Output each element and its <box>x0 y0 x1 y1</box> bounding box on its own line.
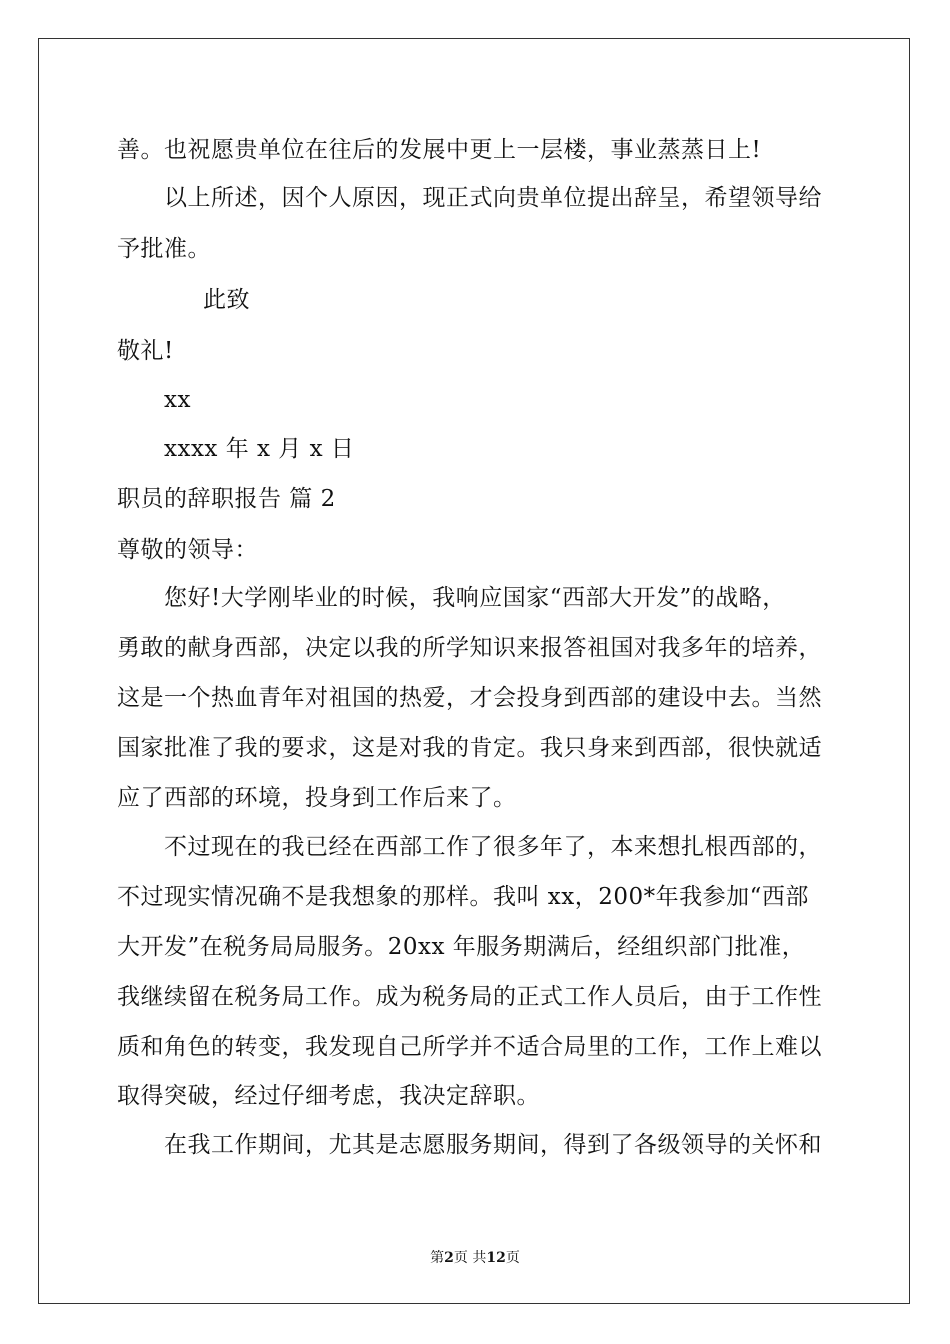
page-border <box>38 38 910 1304</box>
section-title: 职员的辞职报告 篇 2 <box>117 486 336 512</box>
greeting: 尊敬的领导： <box>117 537 258 563</box>
text-line: 勇敢的献身西部，决定以我的所学知识来报答祖国对我多年的培养， <box>117 635 822 661</box>
page-total: 12 <box>486 1250 506 1266</box>
text-line: 我继续留在税务局工作。成为税务局的正式工作人员后，由于工作性 <box>117 984 822 1010</box>
text-line: 善。也祝愿贵单位在往后的发展中更上一层楼，事业蒸蒸日上! <box>117 137 762 163</box>
page-current: 2 <box>444 1250 454 1266</box>
text-line: 取得突破，经过仔细考虑，我决定辞职。 <box>117 1083 540 1109</box>
text-line: 这是一个热血青年对祖国的热爱，才会投身到西部的建设中去。当然 <box>117 685 822 711</box>
text-line: 国家批准了我的要求，这是对我的肯定。我只身来到西部，很快就适 <box>117 735 822 761</box>
text-line: 您好!大学刚毕业的时候，我响应国家“西部大开发”的战略， <box>164 585 786 611</box>
salutation-closing: 此致 <box>203 287 250 313</box>
text-line: 不过现实情况确不是我想象的那样。我叫 xx，200*年我参加“西部 <box>117 884 809 910</box>
text-line: 予批准。 <box>117 236 211 262</box>
signature-date: xxxx 年 x 月 x 日 <box>164 436 355 462</box>
text-line: 以上所述，因个人原因，现正式向贵单位提出辞呈，希望领导给 <box>164 185 822 211</box>
text-line: 不过现在的我已经在西部工作了很多年了，本来想扎根西部的， <box>164 834 822 860</box>
signature-name: xx <box>164 387 191 413</box>
page-footer <box>0 1247 950 1267</box>
text-line: 在我工作期间，尤其是志愿服务期间，得到了各级领导的关怀和 <box>164 1132 822 1158</box>
page-suffix: 页 <box>505 1250 520 1266</box>
page-prefix: 第 <box>430 1250 445 1266</box>
page-mid: 页 共 <box>453 1250 487 1266</box>
text-line: 质和角色的转变，我发现自己所学并不适合局里的工作，工作上难以 <box>117 1034 822 1060</box>
salutation-regards: 敬礼! <box>117 338 174 364</box>
text-line: 大开发”在税务局局服务。20xx 年服务期满后，经组织部门批准， <box>117 934 806 960</box>
text-line: 应了西部的环境，投身到工作后来了。 <box>117 785 517 811</box>
